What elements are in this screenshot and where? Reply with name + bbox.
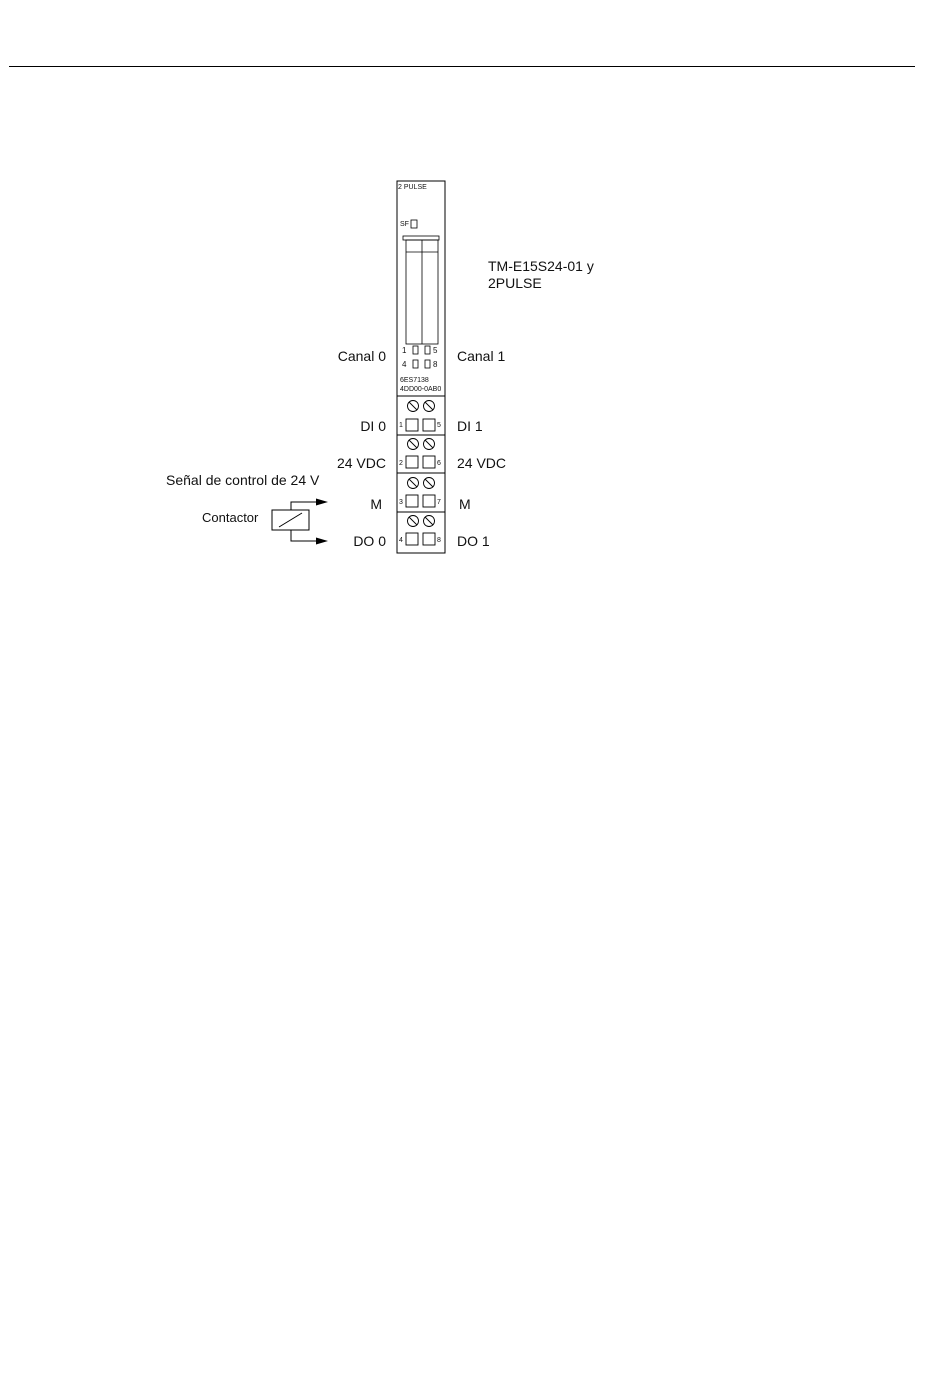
terminal-num-2: 2: [399, 460, 403, 467]
terminal-num-4: 4: [399, 537, 403, 544]
module-title: [488, 258, 594, 292]
channel-1-label: Canal 1: [457, 348, 506, 364]
terminal-num-7: 7: [437, 499, 441, 506]
terminal-label-do0: DO 0: [353, 533, 386, 549]
led-8-label: 8: [433, 360, 438, 369]
terminal-num-3: 3: [399, 499, 403, 506]
led-4-label: 4: [402, 360, 407, 369]
channel-0-label: Canal 0: [337, 348, 386, 364]
terminal-label-di0: DI 0: [360, 418, 386, 434]
terminal-num-5: 5: [437, 422, 441, 429]
module-title-line1: TM-E15S24-01 y: [488, 258, 594, 274]
contactor-label: Contactor: [202, 510, 259, 525]
signal-label: Señal de control de 24 V: [166, 472, 320, 488]
terminal-label-m-left: M: [370, 496, 382, 512]
terminal-label-do1: DO 1: [457, 533, 490, 549]
led-5-label: 5: [433, 346, 438, 355]
terminal-label-24vdc-left: 24 VDC: [336, 455, 386, 471]
module-title-line2: 2PULSE: [488, 275, 542, 291]
sf-led: [411, 220, 417, 228]
module-name: 2 PULSE: [398, 184, 427, 191]
terminal-label-di1: DI 1: [457, 418, 483, 434]
led-1: [413, 346, 418, 354]
led-4: [413, 360, 418, 368]
order-number-line1: 6ES7138: [400, 377, 429, 384]
terminal-num-1: 1: [399, 422, 403, 429]
led-8: [425, 360, 430, 368]
terminal-num-6: 6: [437, 460, 441, 467]
order-number-line2: 4DD00-0AB0: [400, 386, 442, 393]
label-strip-top: [403, 236, 439, 240]
led-5: [425, 346, 430, 354]
sf-label: SF: [400, 221, 409, 228]
led-1-label: 1: [402, 346, 407, 355]
terminal-label-24vdc-right: 24 VDC: [457, 455, 507, 471]
terminal-num-8: 8: [437, 537, 441, 544]
terminal-label-m-right: M: [459, 496, 471, 512]
